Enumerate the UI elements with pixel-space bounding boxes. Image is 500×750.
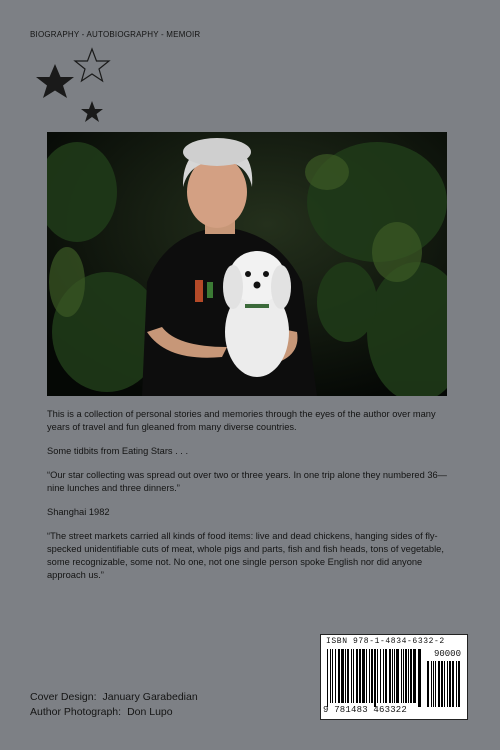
author-photo-credit: [30, 705, 198, 720]
ean-digits: 9 781483 463322: [323, 705, 408, 715]
isbn-barcode: [320, 634, 468, 720]
author-photo-label: Author Photograph:: [30, 706, 122, 718]
tidbits-heading: Some tidbits from Eating Stars . . .: [47, 446, 189, 456]
quote-paragraph-2: “The street markets carried all kinds of food items: live and dead chickens, hanging sides of fly-specked unidentifiable cuts of meat, whole pigs and parts, fish and fish heads, tons of vegetable, some recognizable, some not. No one, not one single person spoke English nor did anyone approach us.”: [47, 531, 444, 580]
stars-graphic: [30, 46, 114, 130]
location-line: Shanghai 1982: [47, 507, 110, 517]
filled-star-icon: [36, 64, 74, 98]
cover-design-name: January Garabedian: [102, 691, 198, 703]
cover-design-label: Cover Design:: [30, 691, 97, 703]
outline-star-icon: [75, 49, 109, 81]
intro-paragraph: This is a collection of personal stories and memories through the eyes of the author over many years of travel and fun gleaned from many diverse countries.: [47, 409, 436, 432]
category-line: BIOGRAPHY - AUTOBIOGRAPHY - MEMOIR: [30, 30, 201, 39]
author-photograph: [47, 132, 447, 396]
isbn-text: ISBN 978-1-4834-6332-2: [326, 637, 445, 646]
cover-design-credit: [30, 690, 198, 705]
quote-paragraph-1: “Our star collecting was spread out over two or three years. In one trip alone they numbered 36—nine lunches and three dinners.”: [47, 470, 447, 493]
price-code: 90000: [433, 649, 461, 659]
credits: [30, 690, 198, 720]
author-photo-name: Don Lupo: [127, 706, 173, 718]
back-cover-blurb: [47, 408, 452, 593]
small-filled-star-icon: [81, 101, 103, 122]
